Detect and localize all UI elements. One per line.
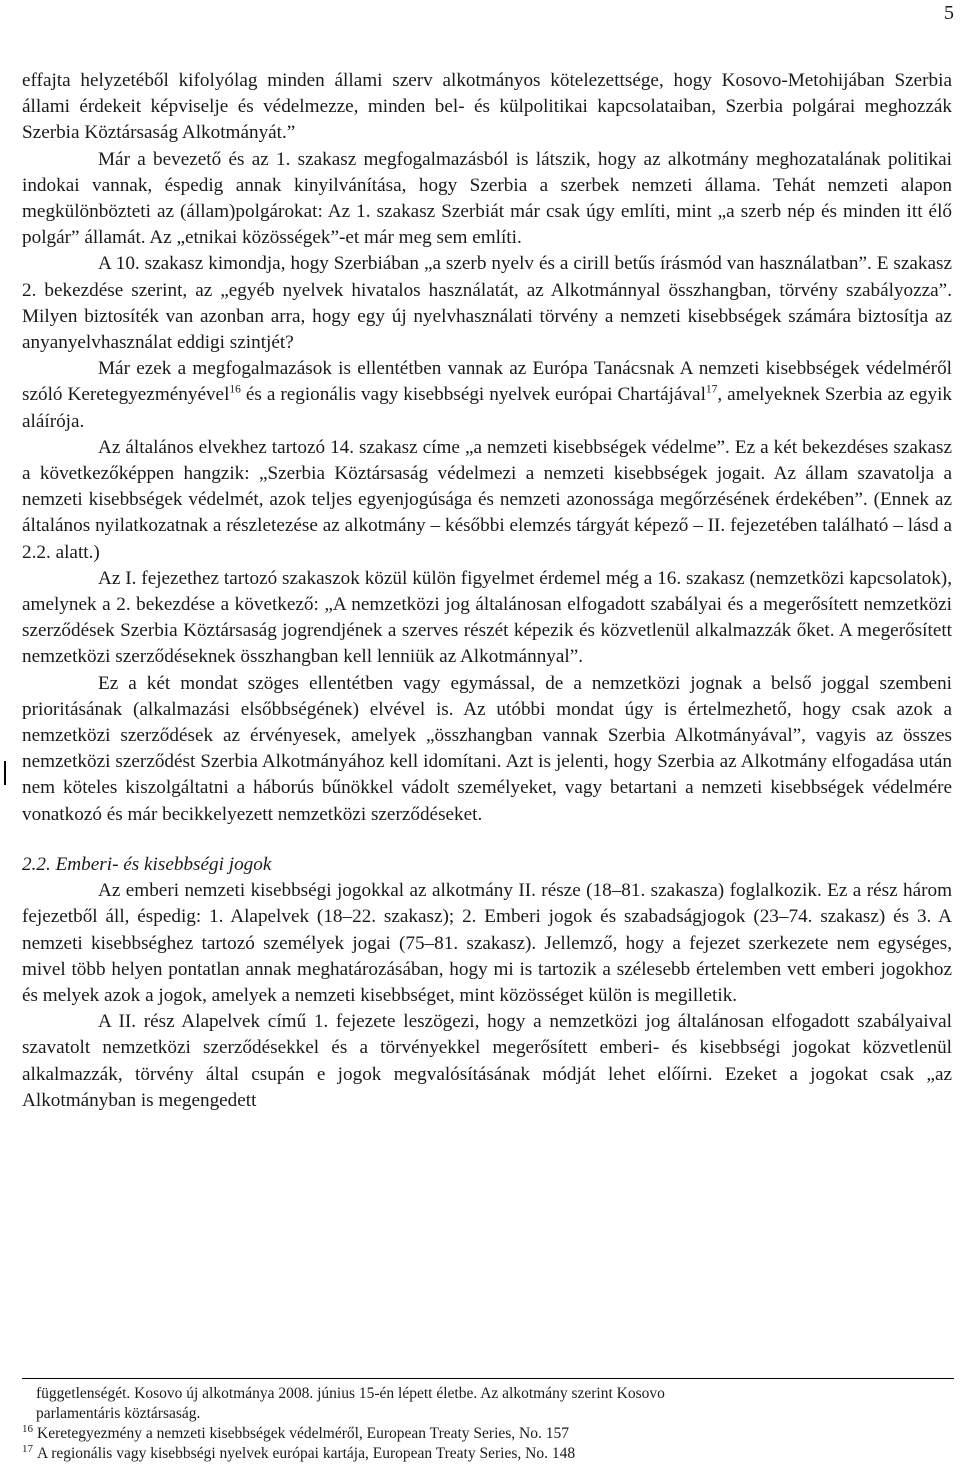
paragraph-text: , amelyeknek Szerbia az egyik aláírója. xyxy=(22,384,952,432)
paragraph: Az I. fejezethez tartozó szakaszok közül külön figyelmet érdemel még a 16. szakasz (nemzetközi kapcsolatok), amelynek a 2. bekezdése a következő: „A nemzetközi jog általánosan elfogadott szabályai és a megerősített nemzetközi szerződések Szerbia Köztársaság jogrendjének a szerves részét képezik és közvetlenül alkalmazzák őket. A megerősített nemzetközi szerződéseknek összhangban kell lenniük az Alkotmánnyal”. xyxy=(22,567,952,668)
paragraph-with-footnotes xyxy=(22,356,952,435)
paragraph: Ez a két mondat szöges ellentétben vagy egymással, de a nemzetközi jognak a belső joggal szembeni prioritásának (alkalmazási elsőbbségének) elvével is. Az utóbbi mondat úgy is értelmezhető, hogy csak azok a nemzetközi szerződések az érvényesek, amelyek „összhangban vannak Szerbia Alkotmányával”, vagyis az összes nemzetközi szerződést Szerbia Alkotmányához kell idomítani. Azt is jelenti, hogy Szerbia az Alkotmány elfogadása után nem köteles kiszolgáltatni a háborús bűnökkel vádolt személyeket, vagy betartani a nemzeti kisebbségek védelmére vonatkozó és már becikkelyezett nemzetközi szerződéseket. xyxy=(22,672,952,825)
footnote-17 xyxy=(22,1444,952,1464)
paragraph: effajta helyzetéből kifolyólag minden állami szerv alkotmányos kötelezettsége, hogy Kosovo-Metohijában Szerbia állami érdekeit képviselje és védelmezze, minden bel- és külpolitikai kapcsolataiban, Szerbia polgárai meghozzák Szerbia Köztársaság Alkotmányát.” xyxy=(22,70,952,144)
paragraph: A 10. szakasz kimondja, hogy Szerbiában „a szerb nyelv és a cirill betűs írásmód van használatban”. E szakasz 2. bekezdése szerint, az „egyéb nyelvek hivatalos használatát, az Alkotmánnyal összhangban, törvény szabályozza”. Milyen biztosíték van azonban arra, hogy egy új nyelvhasználati törvény a nemzeti kisebbségek számára biztosítja az anyanyelvhasználat eddigi szintjét? xyxy=(22,253,952,354)
footnote-continuation: parlamentáris köztársaság. xyxy=(36,1405,201,1422)
footnote-text: A regionális vagy kisebbségi nyelvek európai kartája, European Treaty Series, No. 148 xyxy=(37,1445,576,1462)
footnote-number: 16 xyxy=(22,1422,33,1435)
footnotes xyxy=(22,1384,952,1464)
paragraph-text: és a regionális vagy kisebbségi nyelvek európai Chartájával xyxy=(240,384,706,406)
footnote-ref-17[interactable]: 17 xyxy=(705,384,718,397)
footnote-number: 17 xyxy=(22,1442,33,1455)
paragraph: Az emberi nemzeti kisebbségi jogokkal az alkotmány II. része (18–81. szakasza) foglalkozik. Ez a rész három fejezetből áll, éspedig: 1. Alapelvek (18–22. szakasz); 2. Emberi jogok és szabadságjogok (23–74. szakasz) és 3. A nemzeti kisebbséghez tartozó személyek jogai (75–81. szakasz). Jellemző, hogy a fejezet szerkezete nem egységes, mivel több helyen pontatlan annak meghatározásában, hogy mi is tartozik a szélesebb értelemben vett emberi jogokhoz és melyek azok a jogok, amelyek a nemzeti kisebbséget, mint közösséget külön is megilletik. xyxy=(22,880,952,1006)
footnote-text: Keretegyezmény a nemzeti kisebbségek védelméről, European Treaty Series, No. 157 xyxy=(37,1425,569,1442)
footnote-ref-16[interactable]: 16 xyxy=(229,384,241,397)
paragraph-text: Már ezek a megfogalmazások is ellentétben vannak az Európa Tanácsnak A nemzeti kisebbségek védelméről szóló Keretegyezményével xyxy=(22,358,952,406)
footnote-separator xyxy=(22,1378,954,1379)
footnote-16 xyxy=(22,1424,952,1444)
paragraph: Az általános elvekhez tartozó 14. szakasz címe „a nemzeti kisebbségek védelme”. Ez a két bekezdéses szakasz a következőképpen hangzik: „Szerbia Köztársaság védelmezi a nemzeti kisebbségek jogait. Az állam szavatolja a nemzeti kisebbségek védelmét, azok teljes egyenjogúsága és nemzeti azonossága megőrzésének érdekében”. (Ennek az általános nyilatkozatnak a részletezése az alkotmány – későbbi elemzés tárgyát képező – II. fejezetében található – lásd a 2.2. alatt.) xyxy=(22,436,952,563)
body-text xyxy=(22,68,952,1114)
page-number: 5 xyxy=(944,2,954,24)
paragraph: Már a bevezető és az 1. szakasz megfogalmazásból is látszik, hogy az alkotmány meghozatalának politikai indokai vannak, éspedig annak kinyilvánítása, hogy Szerbia a szerbek nemzeti állama. Tehát nemzeti alapon megkülönbözteti az (állam)polgárokat: Az 1. szakasz Szerbiát már csak úgy említi, mint „a szerb nép és minden itt élő polgár” államát. Az „etnikai közösségek”-et már meg sem említi. xyxy=(22,148,952,249)
footnote-continuation: függetlenségét. Kosovo új alkotmánya 2008. június 15-én lépett életbe. Az alkotmány szerint Kosovo xyxy=(36,1385,665,1402)
section-heading: 2.2. Emberi- és kisebbségi jogok xyxy=(22,853,272,875)
change-bar xyxy=(4,761,6,785)
paragraph: A II. rész Alapelvek című 1. fejezete leszögezi, hogy a nemzetközi jog általánosan elfogadott szabályaival szavatolt nemzetközi szerződésekkel és a törvényekkel megerősített emberi- és kisebbségi jogokat közvetlenül alkalmazzák, törvény által csupán e jogok megvalósításának módját lehet előírni. Ezeket a jogokat csak „az Alkotmányban is megengedett xyxy=(22,1011,952,1111)
